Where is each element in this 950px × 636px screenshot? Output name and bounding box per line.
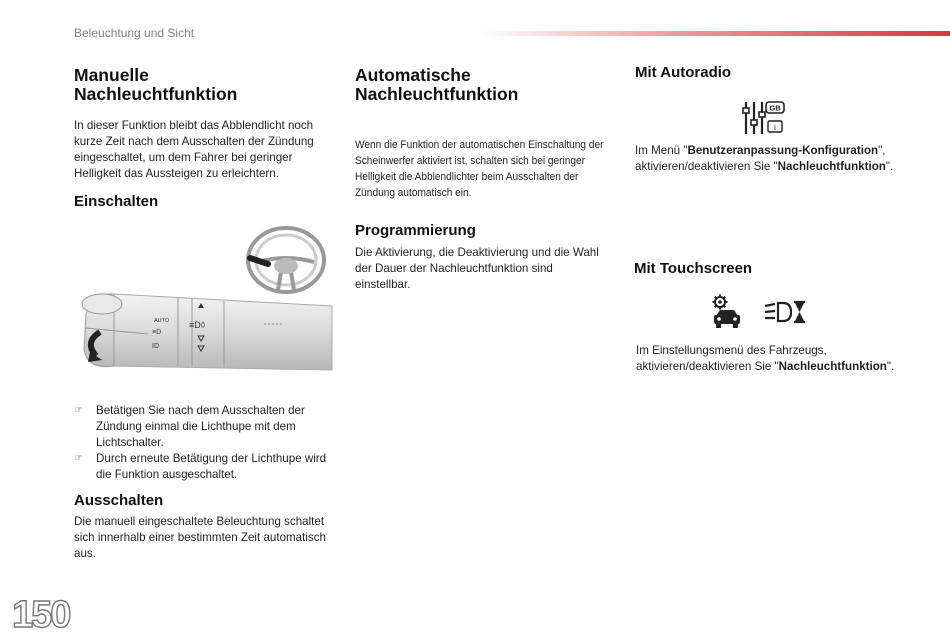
stalk-lever xyxy=(82,294,332,370)
section-title-automatic: Automatische Nachleuchtfunktion xyxy=(355,65,519,104)
follow-me-home-lighting-icon xyxy=(763,300,807,326)
programmierung-text: Die Aktivierung, die Deaktivierung und die Wahl der Dauer der Nachleuchtfunktion sind einstellbar. xyxy=(355,246,599,291)
svg-text:≡D◊: ≡D◊ xyxy=(189,320,206,330)
heading-ausschalten: Ausschalten xyxy=(74,492,164,509)
svg-text:i: i xyxy=(773,123,777,132)
list-item: ☞ Durch erneute Betätigung der Lichthupe wird die Funktion ausgeschaltet. xyxy=(74,452,327,481)
pointing-hand-icon: ☞ xyxy=(74,405,83,416)
radio-settings-icon xyxy=(740,100,788,136)
manual-intro-text: In dieser Funktion bleibt das Abblendlicht noch kurze Zeit nach dem Ausschalten der Zündung eingeschaltet, um dem Fahrer bei geringer Helligkeit das Aussteigen zu erleichtern. xyxy=(74,119,314,180)
autoradio-text: Im Menü "Benutzeranpassung-Konfiguration", aktivieren/deaktivieren Sie "Nachleuchtfunktion". xyxy=(635,144,894,173)
heading-einschalten: Einschalten xyxy=(74,193,159,210)
svg-text:ID: ID xyxy=(152,343,159,350)
pointing-hand-icon: ☞ xyxy=(74,453,83,464)
einschalten-instructions xyxy=(74,403,334,483)
svg-text:GB: GB xyxy=(769,103,781,113)
header-accent-bar xyxy=(478,31,950,36)
touchscreen-text: Im Einstellungsmenü des Fahrzeugs, aktivieren/deaktivieren Sie "Nachleuchtfunktion". xyxy=(636,344,895,373)
list-item: ☞ Betätigen Sie nach dem Ausschalten der Zündung einmal die Lichthupe mit dem Lichtschalter. xyxy=(74,404,305,449)
page-number: 150 xyxy=(12,594,70,636)
heading-touchscreen: Mit Touchscreen xyxy=(634,260,753,277)
svg-text:≡D: ≡D xyxy=(152,329,162,336)
ausschalten-text: Die manuell eingeschaltete Beleuchtung schaltet sich innerhalb einer bestimmten Zeit automatisch aus. xyxy=(74,515,326,560)
svg-text:AUTO: AUTO xyxy=(154,318,170,324)
heading-programmierung: Programmierung xyxy=(355,222,476,239)
light-stalk-illustration xyxy=(74,224,334,374)
heading-autoradio: Mit Autoradio xyxy=(635,64,732,81)
vehicle-settings-icon xyxy=(706,294,746,330)
automatic-intro-text: Wenn die Funktion der automatischen Einschaltung der Scheinwerfer aktiviert ist, schalten sich bei geringer Helligkeit die Abblendlichter beim Ausschalten der Zündung automatisch ein. xyxy=(355,139,604,199)
section-title-manual: Manuelle Nachleuchtfunktion xyxy=(74,65,238,104)
steering-wheel-icon xyxy=(248,228,324,292)
running-header: Beleuchtung und Sicht xyxy=(74,26,195,40)
